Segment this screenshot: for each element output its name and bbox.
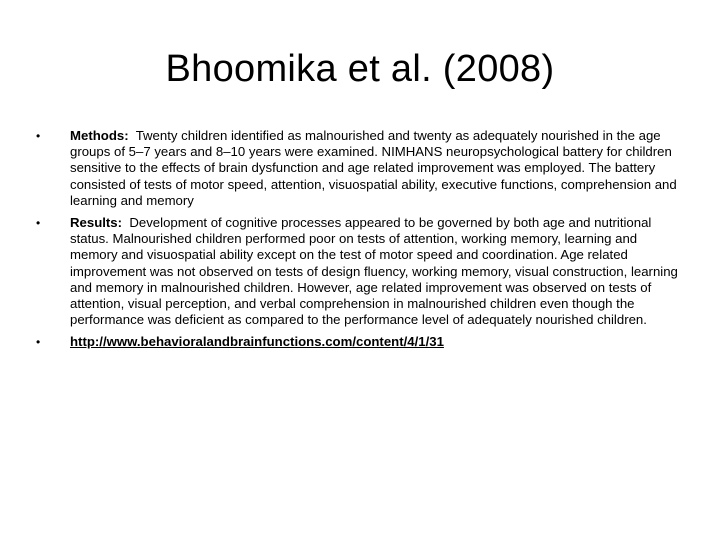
results-text: Development of cognitive processes appeared to be governed by both age and nutritional status. Malnourished children performed poor on tests of attention, working memory, learning and memory and visuospatial ability except on the test of motor speed and coordination. Age related improvement was not observed on tests of design fluency, working memory, visual construction, learning and memory in malnourished children. However, age related improvement was observed on tests of attention, visual perception, and verbal comprehension in malnourished children even though the performance was deficient as compared to the performance level of adequately nourished children. [70, 215, 678, 328]
methods-label: Methods: [70, 128, 129, 143]
results-label: Results: [70, 215, 123, 231]
bullet-methods [36, 128, 682, 209]
bullet-results [36, 215, 682, 328]
bullet-link [36, 334, 682, 350]
slide-title: Bhoomika et al. (2008) [165, 48, 555, 90]
bullet-dot-icon: • [36, 129, 41, 143]
methods-text: Twenty children identified as malnourished and twenty as adequately nourished in the age groups of 5–7 years and 8–10 years were examined. NIMHANS neuropsychological battery for children sensitive to the effects of brain dysfunction and age related improvement was employed. The battery consisted of tests of motor speed, attention, visuospatial ability, executive functions, comprehension and learning and memory [70, 128, 677, 208]
bullet-dot-icon: • [36, 335, 41, 350]
bullet-dot-icon: • [36, 216, 41, 231]
bullet-list [36, 128, 682, 357]
source-link[interactable]: http://www.behavioralandbrainfunctions.com/content/4/1/31 [70, 334, 444, 350]
